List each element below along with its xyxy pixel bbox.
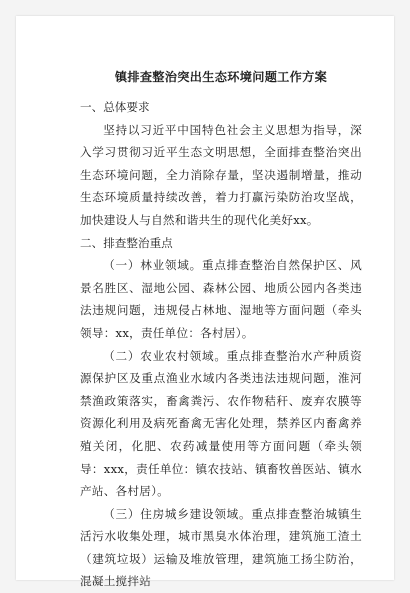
paragraph-agriculture: （二）农业农村领域。重点排查整治水产种质资源保护区及重点渔业水域内各类违法违规问题，淮河禁渔政策落实，畜禽粪污、农作物秸秆、废弃农膜等资源化利用及病死畜禽无害化处理，禁养区内畜禽养殖关闭，化肥、农药减量使用等方面问题（牵头领导：xxx，责任单位：镇农技站、镇畜牧兽医站、镇水产站、各村居）。 <box>80 348 362 499</box>
document-page <box>16 16 394 589</box>
document-title: 镇排查整治突出生态环境问题工作方案 <box>114 70 328 84</box>
section-heading-general-requirements: 一、总体要求 <box>80 100 150 114</box>
paragraph-general-requirements: 坚持以习近平中国特色社会主义思想为指导，深入学习贯彻习近平生态文明思想，全面排查整治突出生态环境问题，全力消除存量，坚决遏制增量，推动生态环境质量持续改善，着力打赢污染防治攻坚战，加快建设人与自然和谐共生的现代化美好xx。 <box>80 122 362 227</box>
paragraph-forestry: （一）林业领域。重点排查整治自然保护区、风景名胜区、湿地公园、森林公园、地质公园内各类违法违规问题，违规侵占林地、湿地等方面问题（牵头领导：xx，责任单位：各村居）。 <box>80 258 362 340</box>
section-heading-key-points: 二、排查整治重点 <box>80 235 173 250</box>
document-body <box>80 68 362 593</box>
paragraph-housing-construction: （三）住房城乡建设领域。重点排查整治城镇生活污水收集处理，城市黑臭水体治理，建筑施工渣土（建筑垃圾）运输及堆放管理，建筑施工扬尘防治，混凝土搅拌站 <box>80 506 362 589</box>
